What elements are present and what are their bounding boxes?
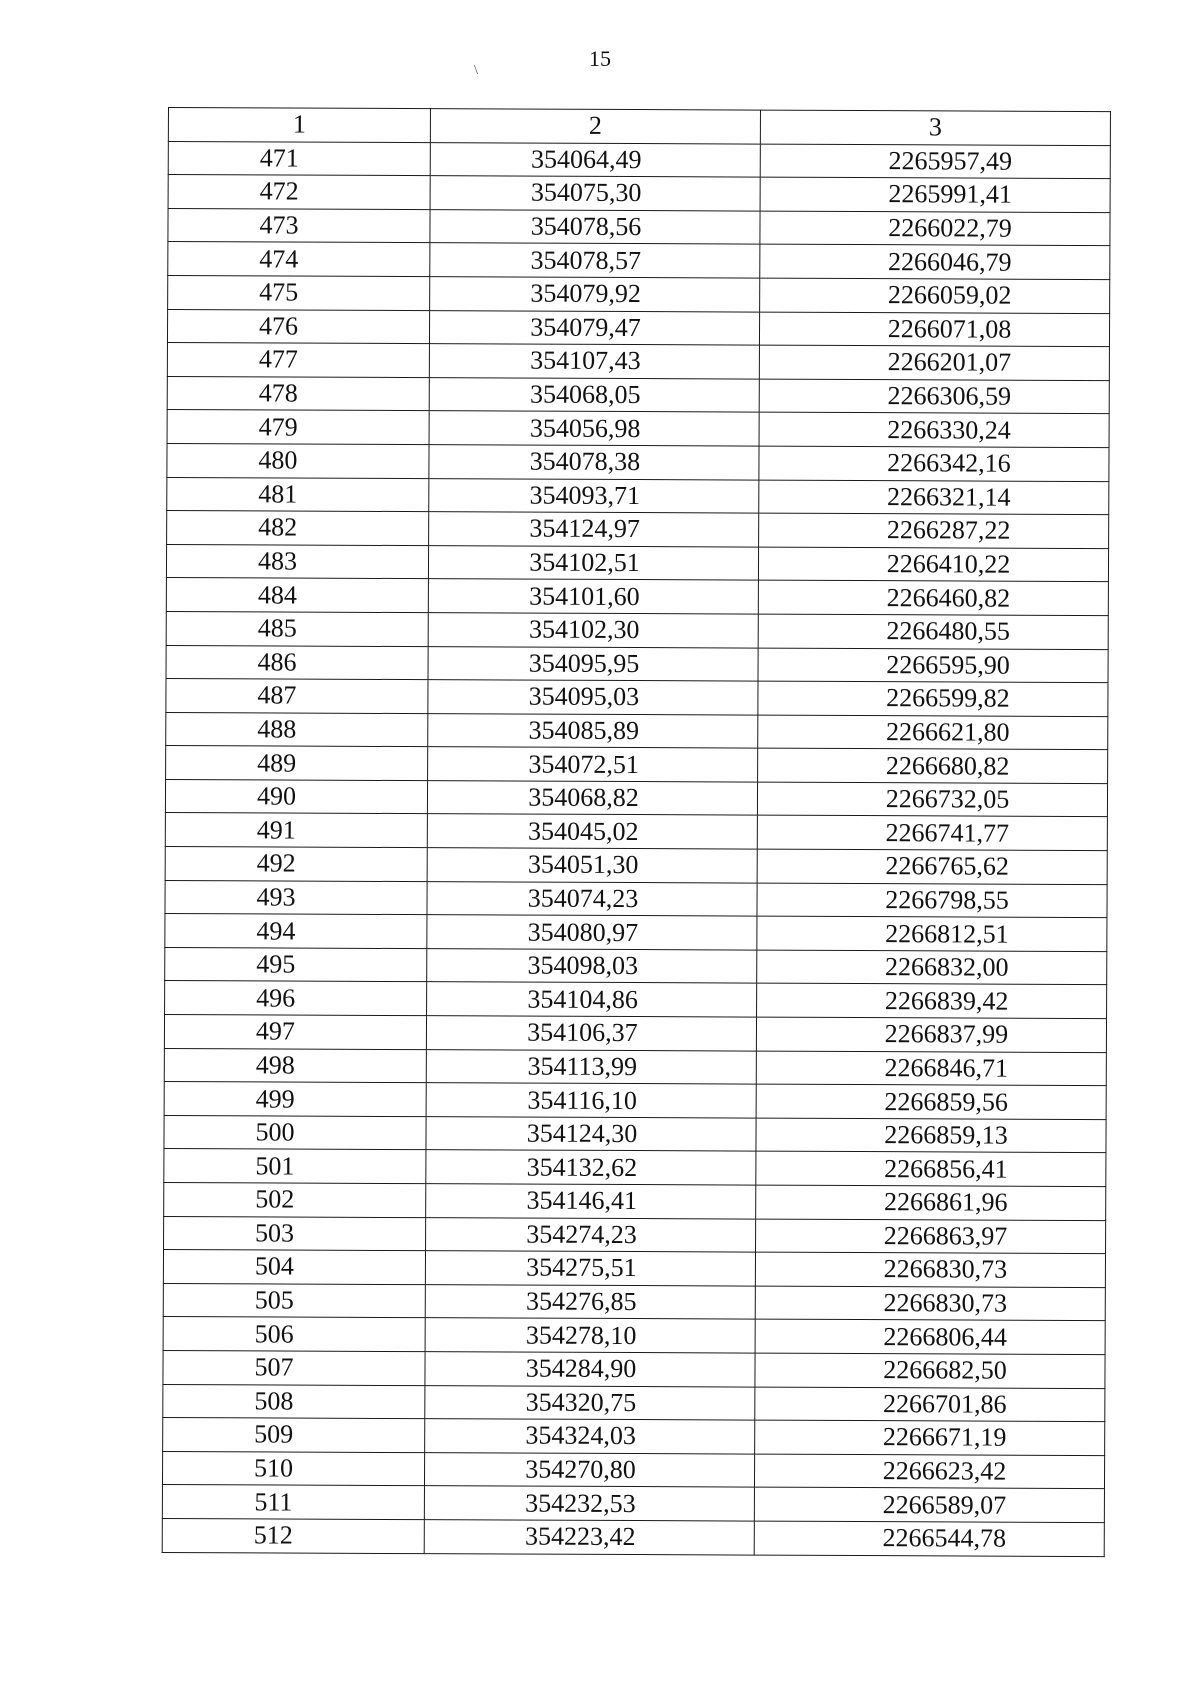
table-row bbox=[166, 578, 1108, 616]
table-row bbox=[166, 746, 1108, 784]
x-coordinate-cell: 354284,90 bbox=[425, 1352, 755, 1387]
x-coordinate-cell: 354232,53 bbox=[424, 1486, 754, 1521]
point-number-cell: 480 bbox=[167, 443, 429, 478]
point-number-cell: 475 bbox=[168, 275, 430, 310]
table-row bbox=[164, 1115, 1106, 1153]
table-row bbox=[167, 443, 1109, 481]
point-number-cell: 510 bbox=[162, 1451, 424, 1486]
table-row bbox=[167, 376, 1109, 414]
table-row bbox=[168, 208, 1110, 246]
x-coordinate-cell: 354132,62 bbox=[426, 1150, 756, 1185]
x-coordinate-cell: 354324,03 bbox=[425, 1419, 755, 1454]
point-number-cell: 505 bbox=[163, 1283, 425, 1318]
column-header-1: 1 bbox=[168, 108, 430, 143]
point-number-cell: 487 bbox=[166, 679, 428, 714]
table-row bbox=[165, 813, 1107, 851]
y-coordinate-cell: 2266839,42 bbox=[757, 984, 1107, 1019]
table-row bbox=[162, 1451, 1104, 1489]
point-number-cell: 474 bbox=[168, 242, 430, 277]
y-coordinate-cell: 2266410,22 bbox=[758, 547, 1108, 582]
x-coordinate-cell: 354124,30 bbox=[426, 1116, 756, 1151]
y-coordinate-cell: 2266765,62 bbox=[757, 849, 1107, 884]
table-row bbox=[163, 1283, 1105, 1321]
x-coordinate-cell: 354079,92 bbox=[430, 277, 760, 312]
point-number-cell: 512 bbox=[162, 1518, 424, 1553]
y-coordinate-cell: 2266460,82 bbox=[758, 580, 1108, 615]
y-coordinate-cell: 2266837,99 bbox=[756, 1017, 1106, 1052]
table-row bbox=[164, 1082, 1106, 1120]
table-row bbox=[164, 1149, 1106, 1187]
x-coordinate-cell: 354080,97 bbox=[427, 915, 757, 950]
table-row bbox=[168, 275, 1110, 313]
x-coordinate-cell: 354116,10 bbox=[426, 1083, 756, 1118]
table-row bbox=[164, 1182, 1106, 1220]
point-number-cell: 486 bbox=[166, 645, 428, 680]
table-row bbox=[166, 645, 1108, 683]
point-number-cell: 489 bbox=[166, 746, 428, 781]
point-number-cell: 477 bbox=[167, 343, 429, 378]
table-row bbox=[166, 611, 1108, 649]
point-number-cell: 494 bbox=[165, 914, 427, 949]
table-row bbox=[163, 1250, 1105, 1288]
x-coordinate-cell: 354124,97 bbox=[429, 512, 759, 547]
y-coordinate-cell: 2266071,08 bbox=[759, 312, 1109, 347]
page-number: 15 bbox=[589, 46, 611, 71]
x-coordinate-cell: 354101,60 bbox=[428, 579, 758, 614]
x-coordinate-cell: 354068,05 bbox=[429, 377, 759, 412]
y-coordinate-cell: 2266741,77 bbox=[757, 816, 1107, 851]
table-row bbox=[167, 410, 1109, 448]
table-row bbox=[165, 914, 1107, 952]
point-number-cell: 499 bbox=[164, 1082, 426, 1117]
point-number-cell: 502 bbox=[164, 1182, 426, 1217]
point-number-cell: 511 bbox=[162, 1485, 424, 1520]
x-coordinate-cell: 354275,51 bbox=[425, 1251, 755, 1286]
y-coordinate-cell: 2266306,59 bbox=[759, 379, 1109, 414]
table-row bbox=[166, 679, 1108, 717]
x-coordinate-cell: 354078,56 bbox=[430, 209, 760, 244]
point-number-cell: 508 bbox=[163, 1384, 425, 1419]
y-coordinate-cell: 2266732,05 bbox=[757, 782, 1107, 817]
table-row bbox=[164, 1015, 1106, 1053]
y-coordinate-cell: 2266701,86 bbox=[755, 1387, 1105, 1422]
y-coordinate-cell: 2266859,13 bbox=[756, 1118, 1106, 1153]
y-coordinate-cell: 2266830,73 bbox=[755, 1286, 1105, 1321]
y-coordinate-cell: 2266863,97 bbox=[756, 1219, 1106, 1254]
y-coordinate-cell: 2266046,79 bbox=[760, 244, 1110, 279]
column-header-2: 2 bbox=[430, 109, 760, 144]
point-number-cell: 498 bbox=[164, 1048, 426, 1083]
point-number-cell: 481 bbox=[167, 477, 429, 512]
y-coordinate-cell: 2266059,02 bbox=[760, 278, 1110, 313]
point-number-cell: 506 bbox=[163, 1317, 425, 1352]
table-row bbox=[167, 343, 1109, 381]
x-coordinate-cell: 354095,95 bbox=[428, 646, 758, 681]
y-coordinate-cell: 2266806,44 bbox=[755, 1319, 1105, 1354]
y-coordinate-cell: 2265957,49 bbox=[760, 144, 1110, 179]
y-coordinate-cell: 2266680,82 bbox=[758, 748, 1108, 783]
point-number-cell: 478 bbox=[167, 376, 429, 411]
x-coordinate-cell: 354278,10 bbox=[425, 1318, 755, 1353]
table-row bbox=[166, 544, 1108, 582]
y-coordinate-cell: 2266846,71 bbox=[756, 1051, 1106, 1086]
y-coordinate-cell: 2266621,80 bbox=[758, 715, 1108, 750]
y-coordinate-cell: 2266832,00 bbox=[757, 950, 1107, 985]
x-coordinate-cell: 354274,23 bbox=[426, 1217, 756, 1252]
point-number-cell: 490 bbox=[165, 779, 427, 814]
point-number-cell: 507 bbox=[163, 1350, 425, 1385]
point-number-cell: 485 bbox=[166, 611, 428, 646]
point-number-cell: 476 bbox=[167, 309, 429, 344]
table-row bbox=[163, 1418, 1105, 1456]
point-number-cell: 491 bbox=[165, 813, 427, 848]
x-coordinate-cell: 354102,51 bbox=[428, 545, 758, 580]
x-coordinate-cell: 354276,85 bbox=[425, 1284, 755, 1319]
y-coordinate-cell: 2265991,41 bbox=[760, 177, 1110, 212]
x-coordinate-cell: 354078,57 bbox=[430, 243, 760, 278]
table-row bbox=[167, 511, 1109, 549]
x-coordinate-cell: 354107,43 bbox=[429, 344, 759, 379]
x-coordinate-cell: 354320,75 bbox=[425, 1385, 755, 1420]
coordinates-table bbox=[162, 107, 1111, 1557]
table-row bbox=[166, 712, 1108, 750]
y-coordinate-cell: 2266342,16 bbox=[759, 446, 1109, 481]
table-row bbox=[167, 477, 1109, 515]
table-row bbox=[165, 779, 1107, 817]
y-coordinate-cell: 2266330,24 bbox=[759, 412, 1109, 447]
y-coordinate-cell: 2266595,90 bbox=[758, 648, 1108, 683]
point-number-cell: 488 bbox=[166, 712, 428, 747]
point-number-cell: 472 bbox=[168, 175, 430, 210]
x-coordinate-cell: 354106,37 bbox=[426, 1016, 756, 1051]
y-coordinate-cell: 2266623,42 bbox=[754, 1454, 1104, 1489]
x-coordinate-cell: 354045,02 bbox=[427, 814, 757, 849]
point-number-cell: 495 bbox=[165, 947, 427, 982]
table-row bbox=[163, 1350, 1105, 1388]
point-number-cell: 483 bbox=[166, 544, 428, 579]
table-row bbox=[168, 141, 1110, 179]
x-coordinate-cell: 354270,80 bbox=[424, 1452, 754, 1487]
x-coordinate-cell: 354104,86 bbox=[427, 982, 757, 1017]
y-coordinate-cell: 2266321,14 bbox=[759, 480, 1109, 515]
y-coordinate-cell: 2266544,78 bbox=[754, 1521, 1104, 1556]
x-coordinate-cell: 354056,98 bbox=[429, 411, 759, 446]
y-coordinate-cell: 2266022,79 bbox=[760, 211, 1110, 246]
x-coordinate-cell: 354074,23 bbox=[427, 881, 757, 916]
y-coordinate-cell: 2266830,73 bbox=[755, 1252, 1105, 1287]
y-coordinate-cell: 2266287,22 bbox=[759, 513, 1109, 548]
x-coordinate-cell: 354223,42 bbox=[424, 1520, 754, 1555]
x-coordinate-cell: 354072,51 bbox=[428, 747, 758, 782]
y-coordinate-cell: 2266861,96 bbox=[756, 1185, 1106, 1220]
x-coordinate-cell: 354085,89 bbox=[428, 713, 758, 748]
y-coordinate-cell: 2266798,55 bbox=[757, 883, 1107, 918]
scan-speck: \ bbox=[474, 63, 478, 78]
column-header-3: 3 bbox=[760, 110, 1110, 145]
y-coordinate-cell: 2266201,07 bbox=[759, 345, 1109, 380]
table-row bbox=[162, 1518, 1104, 1556]
table-row bbox=[168, 175, 1110, 213]
point-number-cell: 493 bbox=[165, 880, 427, 915]
x-coordinate-cell: 354113,99 bbox=[426, 1049, 756, 1084]
point-number-cell: 497 bbox=[164, 1015, 426, 1050]
point-number-cell: 504 bbox=[163, 1250, 425, 1285]
point-number-cell: 484 bbox=[166, 578, 428, 613]
point-number-cell: 492 bbox=[165, 847, 427, 882]
table-row bbox=[165, 947, 1107, 985]
table-row bbox=[162, 1485, 1104, 1523]
x-coordinate-cell: 354102,30 bbox=[428, 613, 758, 648]
point-number-cell: 496 bbox=[165, 981, 427, 1016]
point-number-cell: 509 bbox=[163, 1418, 425, 1453]
point-number-cell: 500 bbox=[164, 1115, 426, 1150]
table-header-row bbox=[168, 108, 1110, 146]
x-coordinate-cell: 354098,03 bbox=[427, 948, 757, 983]
table-row bbox=[165, 981, 1107, 1019]
y-coordinate-cell: 2266856,41 bbox=[756, 1151, 1106, 1186]
x-coordinate-cell: 354093,71 bbox=[429, 478, 759, 513]
x-coordinate-cell: 354051,30 bbox=[427, 848, 757, 883]
y-coordinate-cell: 2266859,56 bbox=[756, 1084, 1106, 1119]
point-number-cell: 482 bbox=[167, 511, 429, 546]
y-coordinate-cell: 2266599,82 bbox=[758, 681, 1108, 716]
x-coordinate-cell: 354095,03 bbox=[428, 680, 758, 715]
table-row bbox=[163, 1384, 1105, 1422]
x-coordinate-cell: 354064,49 bbox=[430, 142, 760, 177]
point-number-cell: 503 bbox=[164, 1216, 426, 1251]
point-number-cell: 501 bbox=[164, 1149, 426, 1184]
y-coordinate-cell: 2266812,51 bbox=[757, 916, 1107, 951]
table-row bbox=[165, 880, 1107, 918]
y-coordinate-cell: 2266671,19 bbox=[755, 1420, 1105, 1455]
y-coordinate-cell: 2266480,55 bbox=[758, 614, 1108, 649]
table-row bbox=[167, 309, 1109, 347]
table-row bbox=[165, 847, 1107, 885]
y-coordinate-cell: 2266682,50 bbox=[755, 1353, 1105, 1388]
point-number-cell: 471 bbox=[168, 141, 430, 176]
x-coordinate-cell: 354079,47 bbox=[429, 310, 759, 345]
point-number-cell: 479 bbox=[167, 410, 429, 445]
point-number-cell: 473 bbox=[168, 208, 430, 243]
table-row bbox=[163, 1317, 1105, 1355]
x-coordinate-cell: 354146,41 bbox=[426, 1184, 756, 1219]
table-row bbox=[164, 1048, 1106, 1086]
x-coordinate-cell: 354078,38 bbox=[429, 445, 759, 480]
x-coordinate-cell: 354075,30 bbox=[430, 176, 760, 211]
y-coordinate-cell: 2266589,07 bbox=[754, 1487, 1104, 1522]
x-coordinate-cell: 354068,82 bbox=[427, 781, 757, 816]
table-row bbox=[168, 242, 1110, 280]
table-row bbox=[164, 1216, 1106, 1254]
